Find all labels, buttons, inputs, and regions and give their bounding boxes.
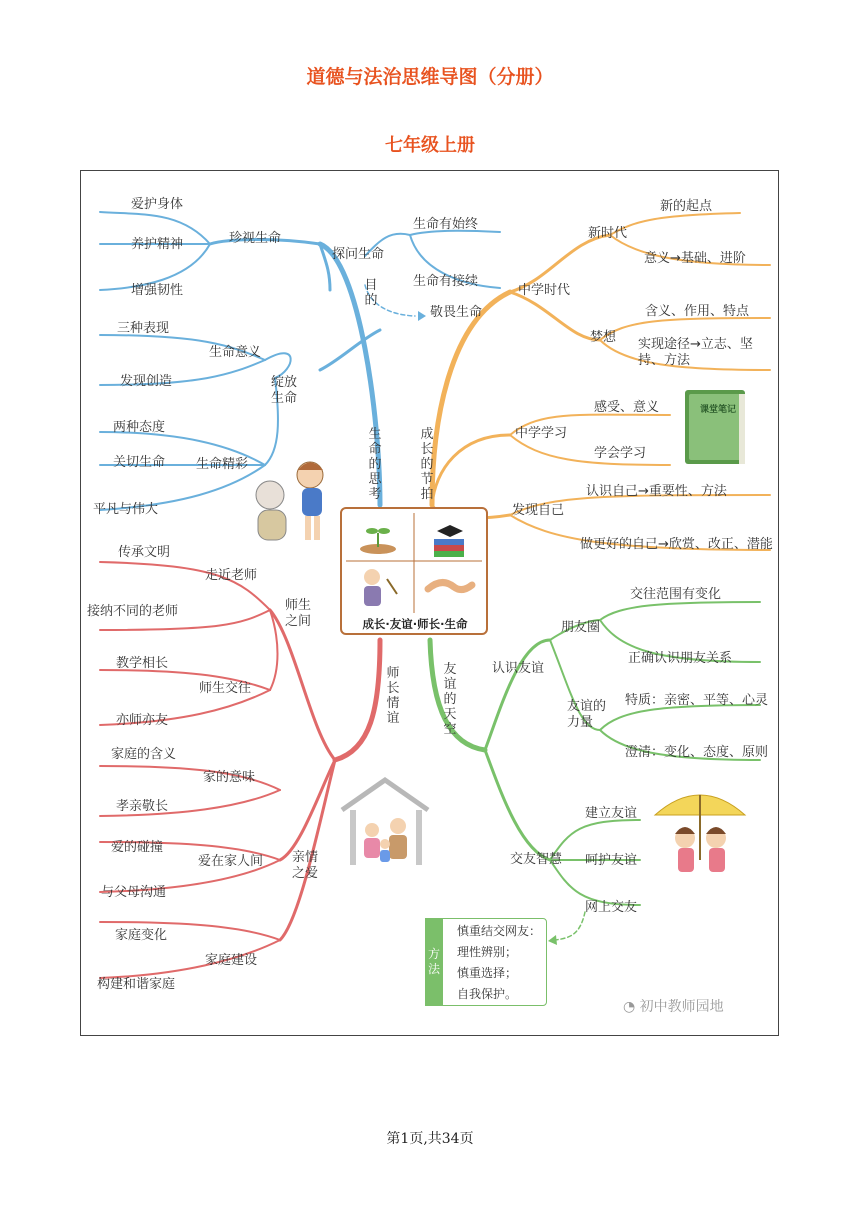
growth-item-xuehui: 学会学习 xyxy=(594,446,647,461)
growth-item-qidian: 新的起点 xyxy=(660,199,713,214)
teacher-item-hexie: 构建和谐家庭 xyxy=(97,977,176,992)
life-purpose-label: 目的 xyxy=(364,278,378,308)
watermark xyxy=(623,996,724,1016)
life-goal-label: 敬畏生命 xyxy=(430,305,483,320)
growth-faxian-label: 发现自己 xyxy=(512,503,565,518)
document-subtitle: 七年级上册 xyxy=(385,135,475,156)
teacher-main-label: 师长情谊 xyxy=(386,666,400,726)
method-lines xyxy=(457,921,541,1005)
life-item-renxing: 增强韧性 xyxy=(131,283,184,298)
life-item-aihu: 爱护身体 xyxy=(131,197,184,212)
teacher-item-biahua: 家庭变化 xyxy=(115,928,168,943)
teacher-item-pengzhuang: 爱的碰撞 xyxy=(111,840,164,855)
method-arrow-head xyxy=(548,935,557,945)
friend-item-fanwei: 交往范围有变化 xyxy=(630,587,722,602)
life-main-label: 生命的思考 xyxy=(368,427,382,502)
friend-liliang-label: 友谊的力量 xyxy=(567,699,607,730)
life-item-guanqie: 关切生命 xyxy=(113,455,166,470)
growth-item-ganshou: 感受、意义 xyxy=(594,400,660,415)
teacher-item-yishi: 亦师亦友 xyxy=(116,713,169,728)
life-item-biaoxian: 三种表现 xyxy=(117,321,170,336)
watermark-text: 初中教师园地 xyxy=(639,999,724,1015)
growth-item-shixian: 实现途径→立志、坚持、方法 xyxy=(638,337,753,368)
method-line: 慎重结交网友： xyxy=(457,924,542,938)
friend-renshi-label: 认识友谊 xyxy=(492,661,545,676)
center-caption: 成长·友谊·师长·生命 xyxy=(362,617,468,631)
teacher-jianshe-label: 家庭建设 xyxy=(205,953,258,968)
handshake-icon xyxy=(428,582,472,589)
center-quadrant-icons xyxy=(342,509,486,633)
sprout-icon xyxy=(360,528,396,554)
teacher-jia-label: 家的意味 xyxy=(203,770,256,785)
friend-zhihui-label: 交友智慧 xyxy=(510,852,563,867)
grandma-child-illustration xyxy=(256,462,323,540)
life-item-shizhong: 生命有始终 xyxy=(413,217,479,232)
graduation-cap-icon xyxy=(434,525,464,557)
method-line: 慎重选择； xyxy=(457,966,518,980)
growth-xinshidai-label: 新时代 xyxy=(588,226,628,241)
growth-main-label: 成长的节拍 xyxy=(420,427,434,502)
teacher-ai-label: 爱在家人间 xyxy=(198,854,264,869)
life-item-jiexu: 生命有接续 xyxy=(413,274,479,289)
growth-item-renshi: 认识自己→重要性、方法 xyxy=(586,484,727,499)
family-house-illustration xyxy=(342,780,428,865)
friend-item-wangshang: 网上交友 xyxy=(585,900,638,915)
life-item-chuangzao: 发现创造 xyxy=(120,374,173,389)
growth-mengxiang-label: 梦想 xyxy=(590,330,617,345)
teacher-jiaowang-label: 师生交往 xyxy=(199,681,252,696)
life-item-yanghu: 养护精神 xyxy=(131,237,184,252)
friend-item-zhengque: 正确认识朋友关系 xyxy=(628,651,733,666)
life-zhenshi-label: 珍视生命 xyxy=(229,231,282,246)
growth-xuexi-label: 中学学习 xyxy=(515,426,568,441)
growth-item-hanyi: 含义、作用、特点 xyxy=(645,304,750,319)
life-item-pingfan: 平凡与伟大 xyxy=(93,502,159,517)
friend-item-tezhi: 特质：亲密、平等、心灵 xyxy=(625,693,769,708)
method-tab-label: 方法 xyxy=(427,947,440,976)
life-yiyi-label: 生命意义 xyxy=(209,345,262,360)
life-zhanfang-label: 绽放生命 xyxy=(271,375,298,406)
growth-item-yiyi: 意义→基础、进阶 xyxy=(644,251,746,266)
teacher-item-goutong: 与父母沟通 xyxy=(101,885,167,900)
page-footer: 第1页,共34页 xyxy=(386,1131,474,1147)
friend-main-label: 友谊的天空 xyxy=(443,662,457,737)
umbrella-kids-illustration xyxy=(655,795,745,872)
teacher-item-chuancheng: 传承文明 xyxy=(118,545,171,560)
method-line: 理性辨别； xyxy=(457,945,518,959)
life-jingcai-label: 生命精彩 xyxy=(196,457,249,472)
wechat-icon: ◔ xyxy=(623,999,636,1015)
notebook-label: 课堂笔记 xyxy=(699,405,736,415)
teacher-item-jiaoxue: 教学相长 xyxy=(116,656,169,671)
friend-item-jianli: 建立友谊 xyxy=(585,806,638,821)
notebook-icon xyxy=(683,388,749,468)
method-tab xyxy=(425,918,443,1006)
teacher-shisheng-label: 师生之间 xyxy=(285,598,312,629)
dashed-arrow-head xyxy=(418,311,426,321)
friend-quan-label: 朋友圈 xyxy=(561,620,601,635)
teacher-item-xiaoqin: 孝亲敬长 xyxy=(116,799,169,814)
method-line: 自我保护。 xyxy=(457,987,518,1001)
friend-item-hehu: 呵护友谊 xyxy=(585,853,638,868)
life-item-taidu: 两种态度 xyxy=(113,420,166,435)
teacher-qinqing-label: 亲情之爱 xyxy=(292,850,319,881)
teacher-zoujin-label: 走近老师 xyxy=(205,568,258,583)
growth-zhongxue-label: 中学时代 xyxy=(518,283,571,298)
teacher-item-jiena: 接纳不同的老师 xyxy=(87,604,179,619)
growth-item-genghao: 做更好的自己→欣赏、改正、潜能 xyxy=(580,537,773,552)
teacher-item-hanyi: 家庭的含义 xyxy=(111,747,177,762)
life-tanwen-label: 探问生命 xyxy=(332,247,385,262)
document-title: 道德与法治思维导图（分册） xyxy=(306,66,554,88)
teacher-icon xyxy=(364,569,397,606)
friend-item-chengqing: 澄清：变化、态度、原则 xyxy=(625,745,769,760)
